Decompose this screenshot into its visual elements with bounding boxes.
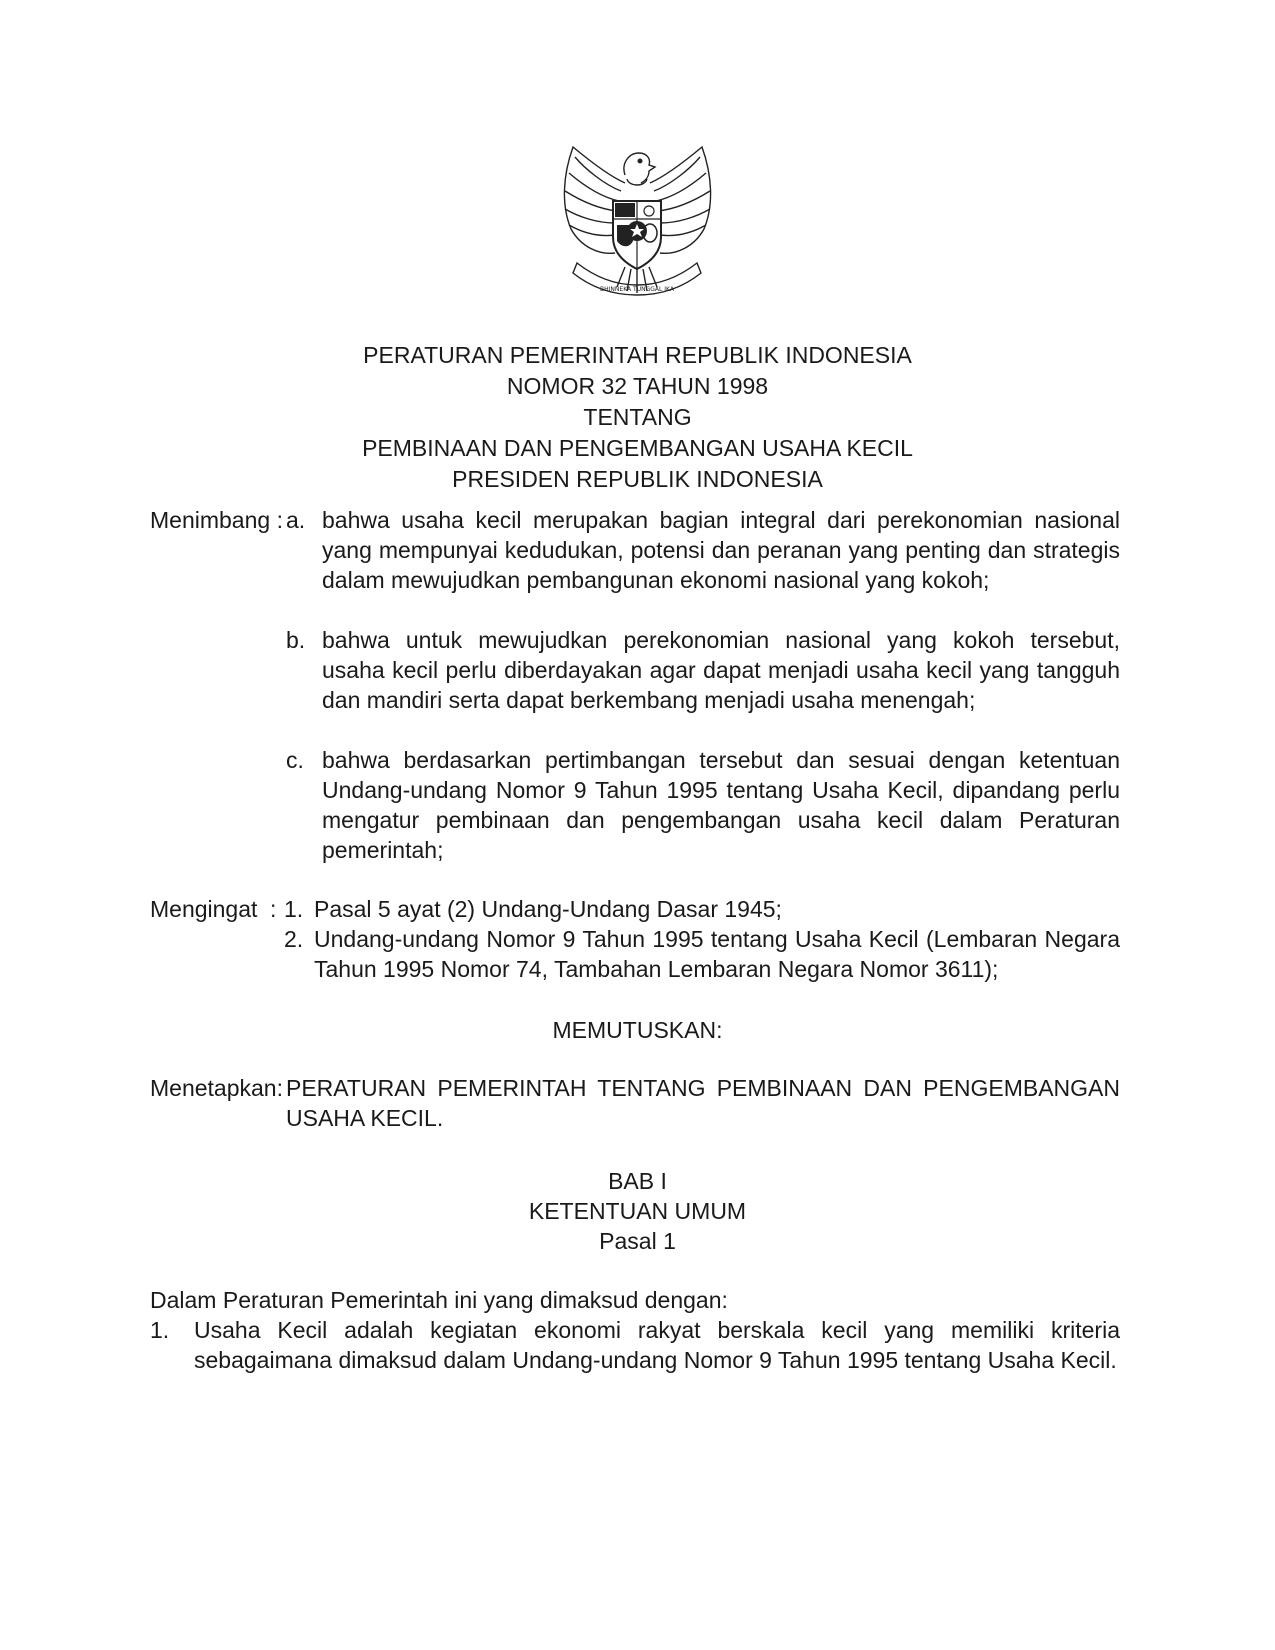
bab-subtitle: KETENTUAN UMUM (528, 1198, 747, 1224)
mengingat-label: Mengingat (150, 896, 258, 922)
pasal1-item-1-marker: 1. (150, 1317, 170, 1343)
memutuskan-heading: MEMUTUSKAN: (552, 1017, 723, 1043)
header-line-4: PEMBINAAN DAN PENGEMBANGAN USAHA KECIL (362, 435, 913, 461)
emblem-motto: BHINNEKA TUNGGAL IKA (600, 286, 674, 293)
bab-title: BAB I (608, 1168, 667, 1194)
menimbang-label: Menimbang : (150, 507, 283, 533)
mengingat-item-1-marker: 1. (284, 896, 304, 922)
menetapkan-text: PERATURAN PEMERINTAH TENTANG PEMBINAAN DAN PENGEMBANGAN USAHA KECIL. (286, 1075, 1120, 1131)
menimbang-item-c: bahwa berdasarkan pertimbangan tersebut dan sesuai dengan ketentuan Undang-undang Nomor 9 Tahun 1995 tentang Usaha Kecil, dipandang perlu mengatur pembinaan dan pengembangan usaha kecil dalam Peraturan pemerintah; (322, 747, 1120, 863)
header-line-2: NOMOR 32 TAHUN 1998 (506, 373, 769, 399)
pasal1-intro: Dalam Peraturan Pemerintah ini yang dimaksud dengan: (150, 1287, 728, 1313)
menimbang-item-a: bahwa usaha kecil merupakan bagian integral dari perekonomian nasional yang mempunyai kedudukan, potensi dan peranan yang penting dan strategis dalam mewujudkan pembangunan ekonomi nasional yang kokoh; (322, 507, 1120, 593)
mengingat-item-2: Undang-undang Nomor 9 Tahun 1995 tentang Usaha Kecil (Lembaran Negara Tahun 1995 Nomor 74, Tambahan Lembaran Negara Nomor 3611); (314, 926, 1120, 982)
mengingat-item-2-marker: 2. (284, 926, 304, 952)
pasal1-item-1: Usaha Kecil adalah kegiatan ekonomi rakyat berskala kecil yang memiliki kriteria sebagaimana dimaksud dalam Undang-undang Nomor 9 Tahun 1995 tentang Usaha Kecil. (194, 1317, 1120, 1373)
header-line-5: PRESIDEN REPUBLIK INDONESIA (452, 466, 823, 492)
header-line-1: PERATURAN PEMERINTAH REPUBLIK INDONESIA (363, 342, 912, 368)
menimbang-item-b: bahwa untuk mewujudkan perekonomian nasional yang kokoh tersebut, usaha kecil perlu diberdayakan agar dapat menjadi usaha kecil yang tangguh dan mandiri serta dapat berkembang menjadi usaha menengah; (322, 627, 1120, 713)
header-line-3: TENTANG (583, 404, 692, 430)
menimbang-item-b-marker: b. (286, 627, 306, 653)
menimbang-item-a-marker: a. (286, 507, 306, 533)
menetapkan-label: Menetapkan: (150, 1075, 283, 1101)
mengingat-item-1: Pasal 5 ayat (2) Undang-Undang Dasar 1945; (314, 896, 782, 922)
mengingat-colon: : (270, 896, 277, 922)
garuda-emblem-icon (555, 145, 720, 305)
document-header (0, 340, 1275, 495)
menimbang-item-c-marker: c. (286, 747, 304, 773)
pasal-title: Pasal 1 (599, 1228, 676, 1254)
